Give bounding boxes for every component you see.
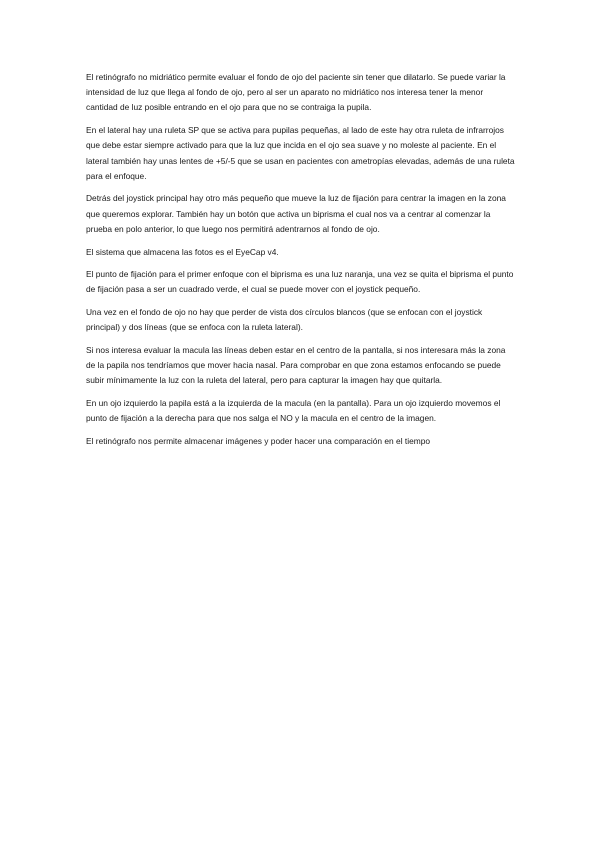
paragraph-3: Detrás del joystick principal hay otro más pequeño que mueve la luz de fijación para centrar la imagen en la zona que queremos explorar. También hay un botón que activa un biprisma el cual nos va a centrar al comenzar la prueba en polo anterior, lo que luego nos permitirá adentrarnos al fondo de ojo.: [86, 193, 506, 234]
paragraph-9: El retinógrafo nos permite almacenar imágenes y poder hacer una comparación en el tiempo: [86, 436, 431, 447]
document-body: [86, 70, 516, 457]
paragraph-1: El retinógrafo no midriático permite evaluar el fondo de ojo del paciente sin tener que dilatarlo. Se puede variar la intensidad de luz que llega al fondo de ojo, pero al ser un aparato no midriático nos interesa tener la menor cantidad de luz posible entrando en el ojo para que no se contraiga la pupila.: [86, 72, 506, 113]
paragraph-5: El punto de fijación para el primer enfoque con el biprisma es una luz naranja, una vez se quita el biprisma el punto de fijación pasa a ser un cuadrado verde, el cual se puede mover con el joystick pequeño.: [86, 269, 514, 295]
paragraph-8: En un ojo izquierdo la papila está a la izquierda de la macula (en la pantalla). Para un ojo izquierdo movemos el punto de fijación a la derecha para que nos salga el NO y la macula en el centro de la imagen.: [86, 398, 501, 424]
paragraph-7: Si nos interesa evaluar la macula las líneas deben estar en el centro de la pantalla, si nos interesara más la zona de la papila nos tendríamos que mover hacia nasal. Para comprobar en que zona estamos enfocando se puede subir mínimamente la luz con la ruleta del lateral, pero para capturar la imagen hay que quitarla.: [86, 345, 506, 386]
paragraph-4: El sistema que almacena las fotos es el EyeCap v4.: [86, 246, 279, 257]
paragraph-2: En el lateral hay una ruleta SP que se activa para pupilas pequeñas, al lado de este hay otra ruleta de infrarrojos que debe estar siempre activado para que la luz que incida en el ojo sea suave y no moleste al paciente. En el lateral también hay unas lentes de +5/-5 que se usan en pacientes con ametropías elevadas, además de una ruleta para el enfoque.: [86, 125, 515, 181]
paragraph-6: Una vez en el fondo de ojo no hay que perder de vista dos círculos blancos (que se enfocan con el joystick principal) y dos líneas (que se enfoca con la ruleta lateral).: [86, 307, 483, 333]
